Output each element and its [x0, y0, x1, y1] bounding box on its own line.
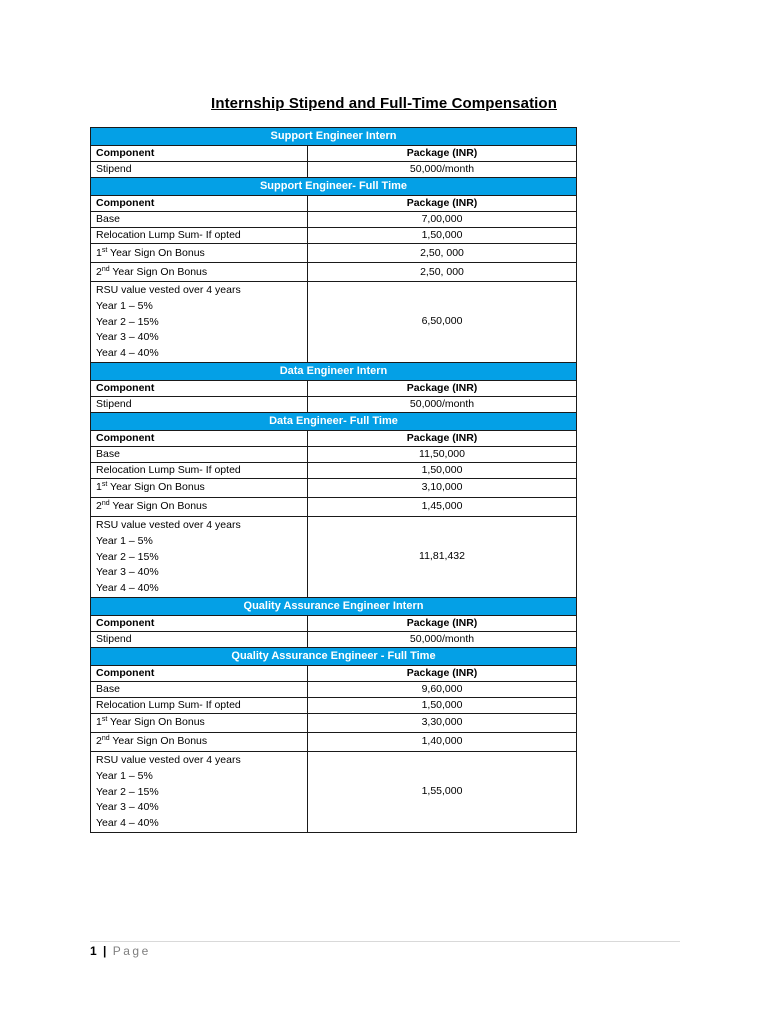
section-title: Support Engineer- Full Time — [91, 178, 577, 196]
component-cell: Stipend — [91, 162, 308, 178]
ordinal-suffix: nd — [101, 500, 110, 508]
rsu-row — [91, 751, 577, 832]
section-title: Support Engineer Intern — [91, 128, 577, 146]
rsu-line: Year 4 – 40% — [96, 817, 159, 830]
rsu-line: RSU value vested over 4 years — [96, 284, 241, 296]
table-row — [91, 497, 577, 516]
component-cell — [91, 732, 308, 751]
package-cell: 3,30,000 — [308, 713, 577, 732]
package-cell: 50,000/month — [308, 396, 577, 412]
ordinal-suffix: st — [101, 481, 108, 489]
page-separator: | — [103, 944, 107, 958]
table-row — [91, 462, 577, 478]
column-header-row — [91, 615, 577, 631]
component-label: Year Sign On Bonus — [107, 481, 205, 494]
table-row — [91, 631, 577, 647]
component-cell — [91, 497, 308, 516]
component-header: Component — [91, 615, 308, 631]
document-title: Internship Stipend and Full-Time Compensation — [211, 95, 557, 112]
table-row — [91, 228, 577, 244]
component-cell: Stipend — [91, 631, 308, 647]
column-header-row — [91, 146, 577, 162]
package-cell: 50,000/month — [308, 162, 577, 178]
page-label: Page — [112, 944, 151, 958]
table-row — [91, 263, 577, 282]
package-cell: 9,60,000 — [308, 681, 577, 697]
rsu-line: RSU value vested over 4 years — [96, 753, 241, 766]
rsu-line: Year 4 – 40% — [96, 582, 159, 595]
rsu-value-cell: 6,50,000 — [308, 282, 577, 363]
component-label: Year Sign On Bonus — [107, 716, 205, 729]
rsu-line: Year 1 – 5% — [96, 769, 153, 782]
component-cell: Relocation Lump Sum- If opted — [91, 462, 308, 478]
component-cell — [91, 244, 308, 263]
rsu-line: Year 2 – 15% — [96, 785, 159, 798]
column-header-row — [91, 665, 577, 681]
component-header: Component — [91, 380, 308, 396]
package-cell: 1,50,000 — [308, 697, 577, 713]
ordinal-number: 1 — [96, 716, 102, 729]
table-row — [91, 212, 577, 228]
table-row — [91, 244, 577, 263]
ordinal-number: 2 — [96, 500, 102, 513]
section-header — [91, 178, 577, 196]
package-cell: 1,40,000 — [308, 732, 577, 751]
footer-divider — [90, 941, 680, 942]
column-header-row — [91, 196, 577, 212]
rsu-row — [91, 282, 577, 363]
section-header — [91, 597, 577, 615]
section-header — [91, 412, 577, 430]
package-cell: 2,50, 000 — [308, 244, 577, 263]
ordinal-suffix: st — [101, 246, 108, 254]
rsu-line: Year 3 – 40% — [96, 801, 159, 814]
rsu-description-cell — [91, 282, 308, 363]
package-header: Package (INR) — [308, 430, 577, 446]
section-title: Data Engineer Intern — [91, 362, 577, 380]
ordinal-suffix: nd — [101, 735, 110, 743]
ordinal-number: 2 — [96, 735, 102, 748]
ordinal-suffix: st — [101, 716, 108, 724]
rsu-line: Year 4 – 40% — [96, 347, 159, 360]
page-footer — [90, 944, 151, 958]
section-header — [91, 128, 577, 146]
table-row — [91, 478, 577, 497]
page-number: 1 — [90, 944, 97, 958]
package-cell: 2,50, 000 — [308, 263, 577, 282]
component-cell — [91, 478, 308, 497]
package-cell: 1,50,000 — [308, 462, 577, 478]
ordinal-number: 1 — [96, 246, 102, 259]
package-header: Package (INR) — [308, 146, 577, 162]
package-cell: 1,50,000 — [308, 228, 577, 244]
rsu-line: Year 2 – 15% — [96, 315, 159, 328]
section-title: Data Engineer- Full Time — [91, 412, 577, 430]
rsu-line: Year 1 – 5% — [96, 299, 153, 312]
component-header: Component — [91, 146, 308, 162]
table-row — [91, 396, 577, 412]
component-cell: Stipend — [91, 396, 308, 412]
component-cell: Base — [91, 446, 308, 462]
package-header: Package (INR) — [308, 615, 577, 631]
component-cell: Relocation Lump Sum- If opted — [91, 228, 308, 244]
package-cell: 1,45,000 — [308, 497, 577, 516]
rsu-line: RSU value vested over 4 years — [96, 518, 241, 531]
component-label: Year Sign On Bonus — [107, 246, 205, 259]
table-row — [91, 697, 577, 713]
rsu-line: Year 2 – 15% — [96, 550, 159, 563]
package-header: Package (INR) — [308, 665, 577, 681]
package-cell: 7,00,000 — [308, 212, 577, 228]
table-row — [91, 446, 577, 462]
table-row — [91, 162, 577, 178]
rsu-line: Year 1 – 5% — [96, 534, 153, 547]
table-row — [91, 681, 577, 697]
table-row — [91, 732, 577, 751]
ordinal-number: 1 — [96, 481, 102, 494]
component-label: Year Sign On Bonus — [109, 500, 208, 513]
rsu-line: Year 3 – 40% — [96, 566, 159, 579]
column-header-row — [91, 430, 577, 446]
compensation-table — [90, 127, 577, 833]
rsu-value-cell: 1,55,000 — [308, 751, 577, 832]
component-label: Year Sign On Bonus — [109, 265, 208, 278]
rsu-description-cell — [91, 516, 308, 597]
component-cell — [91, 263, 308, 282]
section-header — [91, 362, 577, 380]
component-header: Component — [91, 430, 308, 446]
package-header: Package (INR) — [308, 196, 577, 212]
component-cell: Base — [91, 212, 308, 228]
table-row — [91, 713, 577, 732]
component-label: Year Sign On Bonus — [109, 735, 208, 748]
section-title: Quality Assurance Engineer Intern — [91, 597, 577, 615]
component-header: Component — [91, 196, 308, 212]
component-cell: Base — [91, 681, 308, 697]
package-cell: 3,10,000 — [308, 478, 577, 497]
rsu-description-cell — [91, 751, 308, 832]
package-cell: 50,000/month — [308, 631, 577, 647]
rsu-line: Year 3 – 40% — [96, 331, 159, 344]
rsu-row — [91, 516, 577, 597]
rsu-value-cell: 11,81,432 — [308, 516, 577, 597]
section-title: Quality Assurance Engineer - Full Time — [91, 647, 577, 665]
package-header: Package (INR) — [308, 380, 577, 396]
column-header-row — [91, 380, 577, 396]
component-header: Component — [91, 665, 308, 681]
ordinal-number: 2 — [96, 265, 102, 278]
ordinal-suffix: nd — [101, 265, 110, 273]
package-cell: 11,50,000 — [308, 446, 577, 462]
component-cell — [91, 713, 308, 732]
section-header — [91, 647, 577, 665]
component-cell: Relocation Lump Sum- If opted — [91, 697, 308, 713]
